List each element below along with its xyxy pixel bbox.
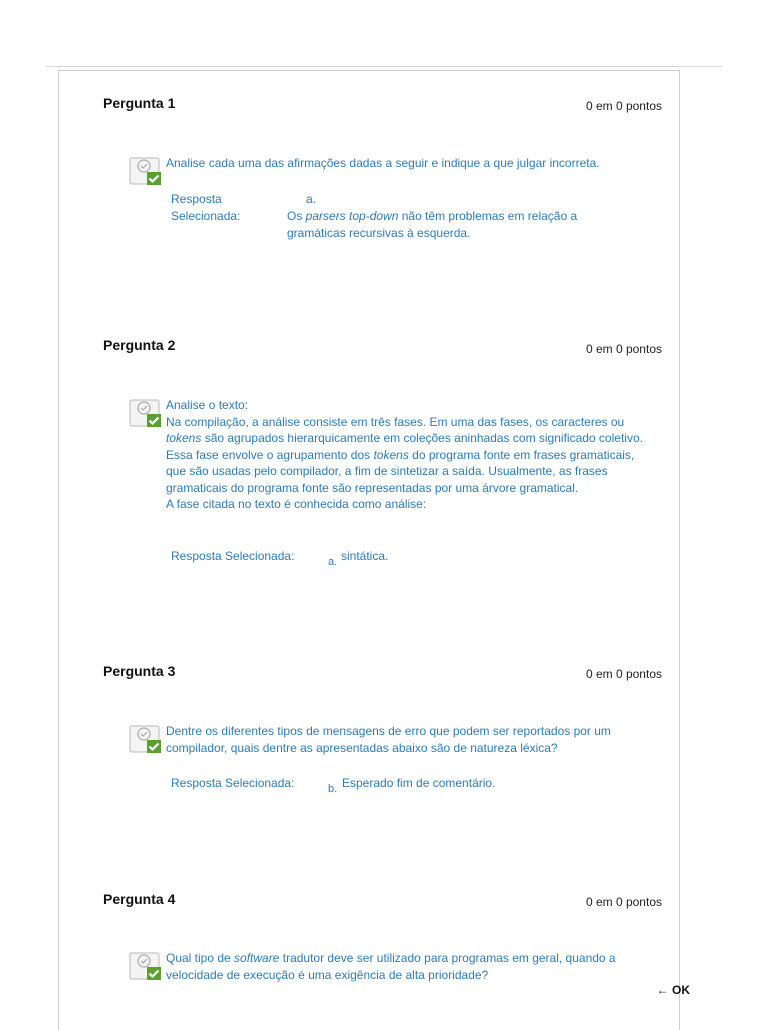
question-4-points: 0 em 0 pontos xyxy=(585,895,662,909)
question-3-text: Dentre os diferentes tipos de mensagens de erro que podem ser reportados por um compilador, quais dentre as apresentadas abaixo são de natureza léxica? xyxy=(166,724,611,755)
question-1-text: Analise cada uma das afirmações dadas a seguir e indique a que julgar incorreta. xyxy=(166,156,600,170)
question-2-text: Analise o texto: Na compilação, a análise consiste em três fases. Em uma das fases, os caracteres ou tokens são agrupados hierarquicamente em coleções aninhadas com significado coletivo. Essa fase envolve o agrupamento dos tokens do programa fonte em frases gramaticais, que são usadas pelo compilador, a fim de sintetizar a saída. Usualmente, as frases gramaticais do programa fonte são representadas por uma árvore gramatical. A fase citada no texto é conhecida como análise: xyxy=(166,398,643,511)
question-3-answer-label: Resposta Selecionada: xyxy=(171,776,295,790)
question-1-answer-text: Os parsers top-down não têm problemas em relação a gramáticas recursivas à esquerda. xyxy=(287,209,578,240)
question-2-points: 0 em 0 pontos xyxy=(585,342,662,356)
question-1-points: 0 em 0 pontos xyxy=(585,99,662,113)
correct-check-icon xyxy=(129,723,163,755)
top-divider xyxy=(46,66,722,67)
question-1-title: Pergunta 1 xyxy=(103,95,176,111)
arrow-left-icon: ← xyxy=(656,983,669,997)
question-3-answer-text: Esperado fim de comentário. xyxy=(342,776,496,790)
question-4-title: Pergunta 4 xyxy=(103,891,176,907)
question-1-answer-label: Resposta Selecionada: xyxy=(171,192,241,223)
ok-label: OK xyxy=(672,983,690,997)
question-2-answer-text: sintática. xyxy=(341,549,389,563)
question-4-text: Qual tipo de software tradutor deve ser utilizado para programas em geral, quando a velocidade de execução é uma exigência de alta prioridade? xyxy=(166,951,616,982)
correct-check-icon xyxy=(129,950,163,982)
question-3-points: 0 em 0 pontos xyxy=(585,667,662,681)
question-2-answer-label: Resposta Selecionada: xyxy=(171,549,295,563)
question-1-answer-letter: a. xyxy=(306,192,317,206)
question-3-title: Pergunta 3 xyxy=(103,663,176,679)
question-3-answer-letter: b. xyxy=(328,783,338,795)
question-2-answer-letter: a. xyxy=(328,556,338,568)
question-2-title: Pergunta 2 xyxy=(103,337,176,353)
correct-check-icon xyxy=(129,397,163,429)
correct-check-icon xyxy=(129,155,163,187)
ok-button[interactable] xyxy=(657,983,690,997)
